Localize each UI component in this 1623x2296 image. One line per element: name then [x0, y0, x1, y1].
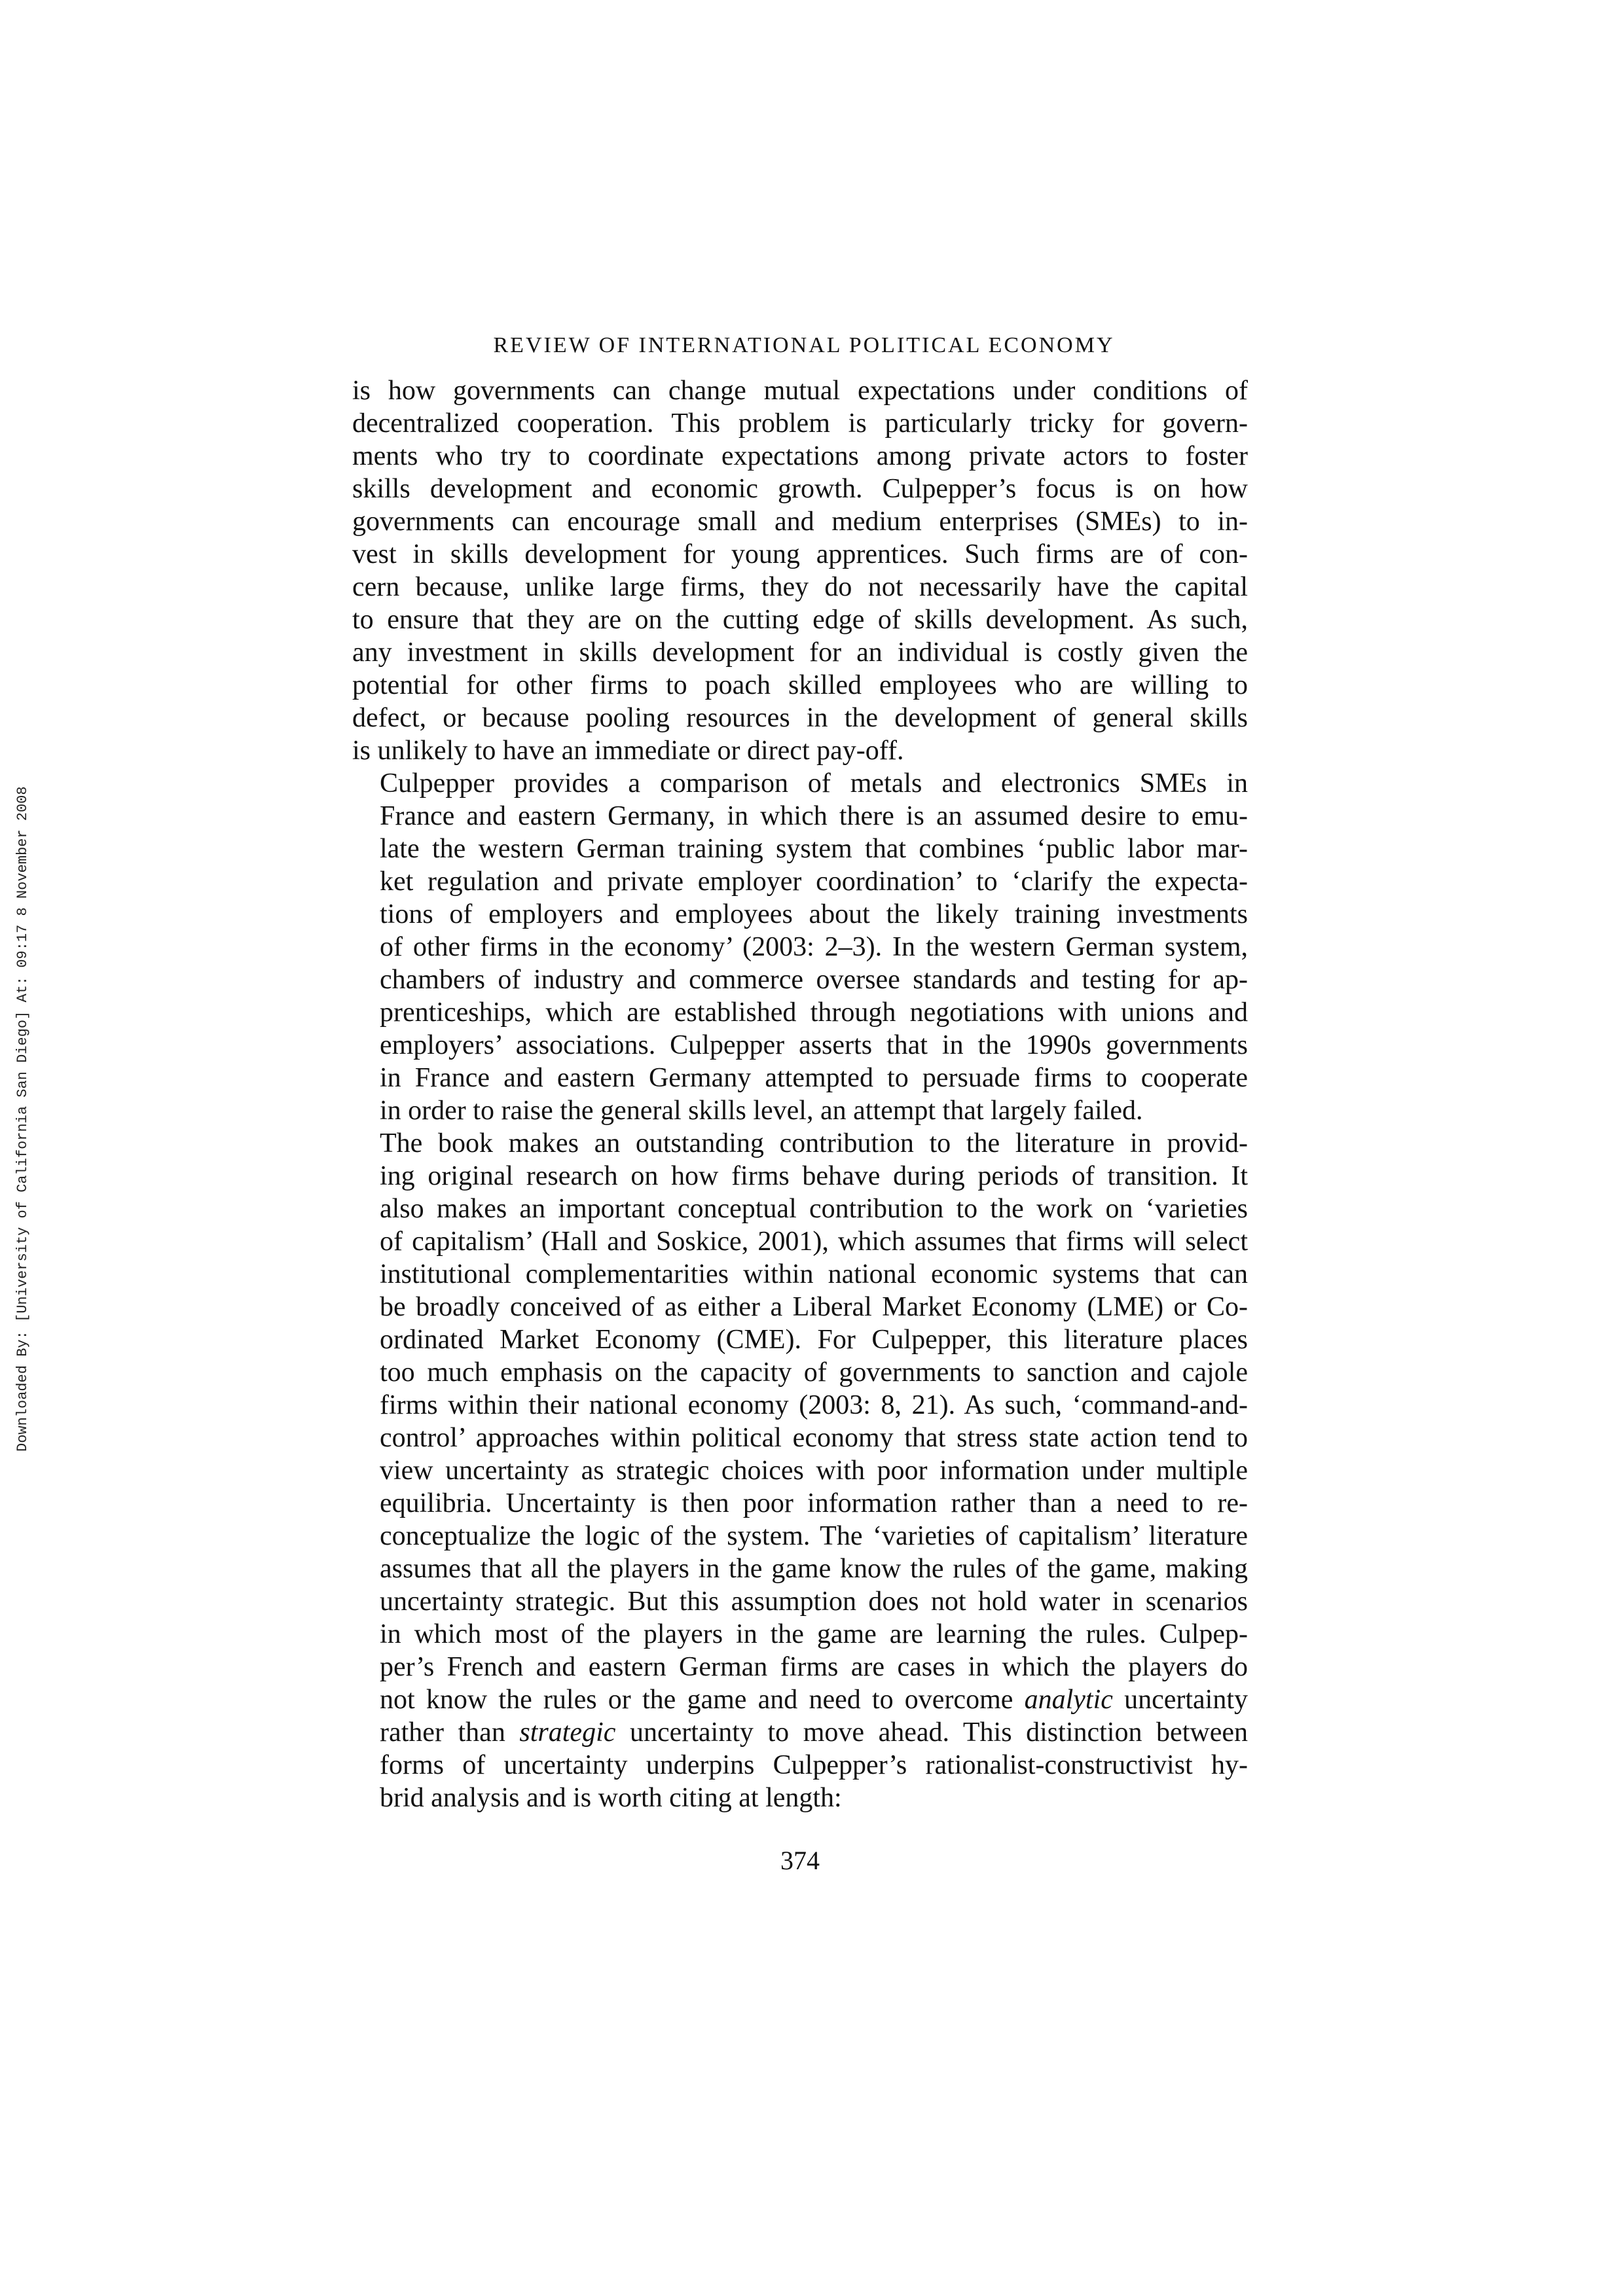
text-line: The book makes an outstanding contribution to the literature in provid- [380, 1128, 1248, 1158]
text-line: any investment in skills development for an individual is costly given the [352, 637, 1248, 668]
text-line: decentralized cooperation. This problem is particularly tricky for govern- [352, 408, 1248, 439]
text-line: uncertainty strategic. But this assumption does not hold water in scenarios [380, 1587, 1248, 1617]
text-line: is unlikely to have an immediate or direct pay-off. [352, 736, 904, 766]
text-line: assumes that all the players in the game know the rules of the game, making [380, 1554, 1248, 1584]
download-stamp: Downloaded By: [University of California San Diego] At: 09:17 8 November 2008 [14, 786, 31, 1452]
text-line: defect, or because pooling resources in the development of general skills [352, 703, 1248, 733]
text-line: employers’ associations. Culpepper asserts that in the 1990s governments [380, 1030, 1248, 1060]
text-segment: not know the rules or the game and need to overcome [380, 1685, 1025, 1715]
text-line: control’ approaches within political economy that stress state action tend to [380, 1423, 1248, 1453]
text-line: ments who try to coordinate expectations among private actors to foster [352, 441, 1248, 471]
text-line-with-italic [352, 1716, 1248, 1749]
text-line: also makes an important conceptual contribution to the work on ‘varieties [380, 1194, 1248, 1224]
text-line: in which most of the players in the game are learning the rules. Culpep- [380, 1619, 1248, 1649]
text-line-with-italic [352, 1683, 1248, 1716]
text-line: to ensure that they are on the cutting edge of skills development. As such, [352, 605, 1248, 635]
text-line: ordinated Market Economy (CME). For Culpepper, this literature places [380, 1325, 1248, 1355]
body-text [352, 374, 1248, 1814]
text-line: governments can encourage small and medium enterprises (SMEs) to in- [352, 507, 1248, 537]
text-line: prenticeships, which are established through negotiations with unions and [380, 997, 1248, 1028]
paragraph-2 [352, 767, 1248, 1127]
text-line: equilibria. Uncertainty is then poor information rather than a need to re- [380, 1488, 1248, 1518]
text-line: too much emphasis on the capacity of governments to sanction and cajole [380, 1357, 1248, 1388]
running-head: REVIEW OF INTERNATIONAL POLITICAL ECONOMY [493, 333, 1115, 357]
text-line: firms within their national economy (2003: 8, 21). As such, ‘command-and- [380, 1390, 1248, 1420]
text-line: potential for other firms to poach skilled employees who are willing to [352, 670, 1248, 700]
text-line: France and eastern Germany, in which there is an assumed desire to emu- [380, 801, 1248, 831]
paragraph-1 [352, 374, 1248, 767]
text-line: tions of employers and employees about the likely training investments [380, 899, 1248, 929]
text-line: conceptualize the logic of the system. The ‘varieties of capitalism’ literature [380, 1521, 1248, 1551]
text-line: in France and eastern Germany attempted to persuade firms to cooperate [380, 1063, 1248, 1093]
text-segment: uncertainty to move ahead. This distinction between [615, 1717, 1248, 1748]
text-line: late the western German training system that combines ‘public labor mar- [380, 834, 1248, 864]
page-number: 374 [780, 1846, 820, 1875]
text-line: per’s French and eastern German firms are cases in which the players do [380, 1652, 1248, 1682]
text-line: ket regulation and private employer coordination’ to ‘clarify the expecta- [380, 867, 1248, 897]
text-line: of capitalism’ (Hall and Soskice, 2001), which assumes that firms will select [380, 1227, 1248, 1257]
italic-term-strategic: strategic [519, 1717, 616, 1748]
text-line: vest in skills development for young apprentices. Such firms are of con- [352, 539, 1248, 569]
text-line: be broadly conceived of as either a Liberal Market Economy (LME) or Co- [380, 1292, 1248, 1322]
text-line: view uncertainty as strategic choices with poor information under multiple [380, 1456, 1248, 1486]
text-line: in order to raise the general skills level, an attempt that largely failed. [380, 1096, 1143, 1126]
text-line: ing original research on how firms behave during periods of transition. It [380, 1161, 1248, 1191]
italic-term-analytic: analytic [1024, 1685, 1113, 1715]
text-line: of other firms in the economy’ (2003: 2–3). In the western German system, [380, 932, 1248, 962]
text-line: forms of uncertainty underpins Culpepper’s rationalist-constructivist hy- [380, 1750, 1248, 1780]
text-line: is how governments can change mutual expectations under conditions of [352, 376, 1248, 406]
text-line: cern because, unlike large firms, they do not necessarily have the capital [352, 572, 1248, 602]
text-segment: uncertainty [1112, 1685, 1249, 1715]
paragraph-3 [352, 1127, 1248, 1814]
text-line: chambers of industry and commerce oversee standards and testing for ap- [380, 965, 1248, 995]
text-line: institutional complementarities within national economic systems that can [380, 1259, 1248, 1289]
text-line: skills development and economic growth. Culpepper’s focus is on how [352, 474, 1248, 504]
text-line: Culpepper provides a comparison of metals and electronics SMEs in [380, 768, 1248, 798]
text-segment: rather than [380, 1717, 520, 1748]
text-line: brid analysis and is worth citing at length: [380, 1783, 842, 1813]
